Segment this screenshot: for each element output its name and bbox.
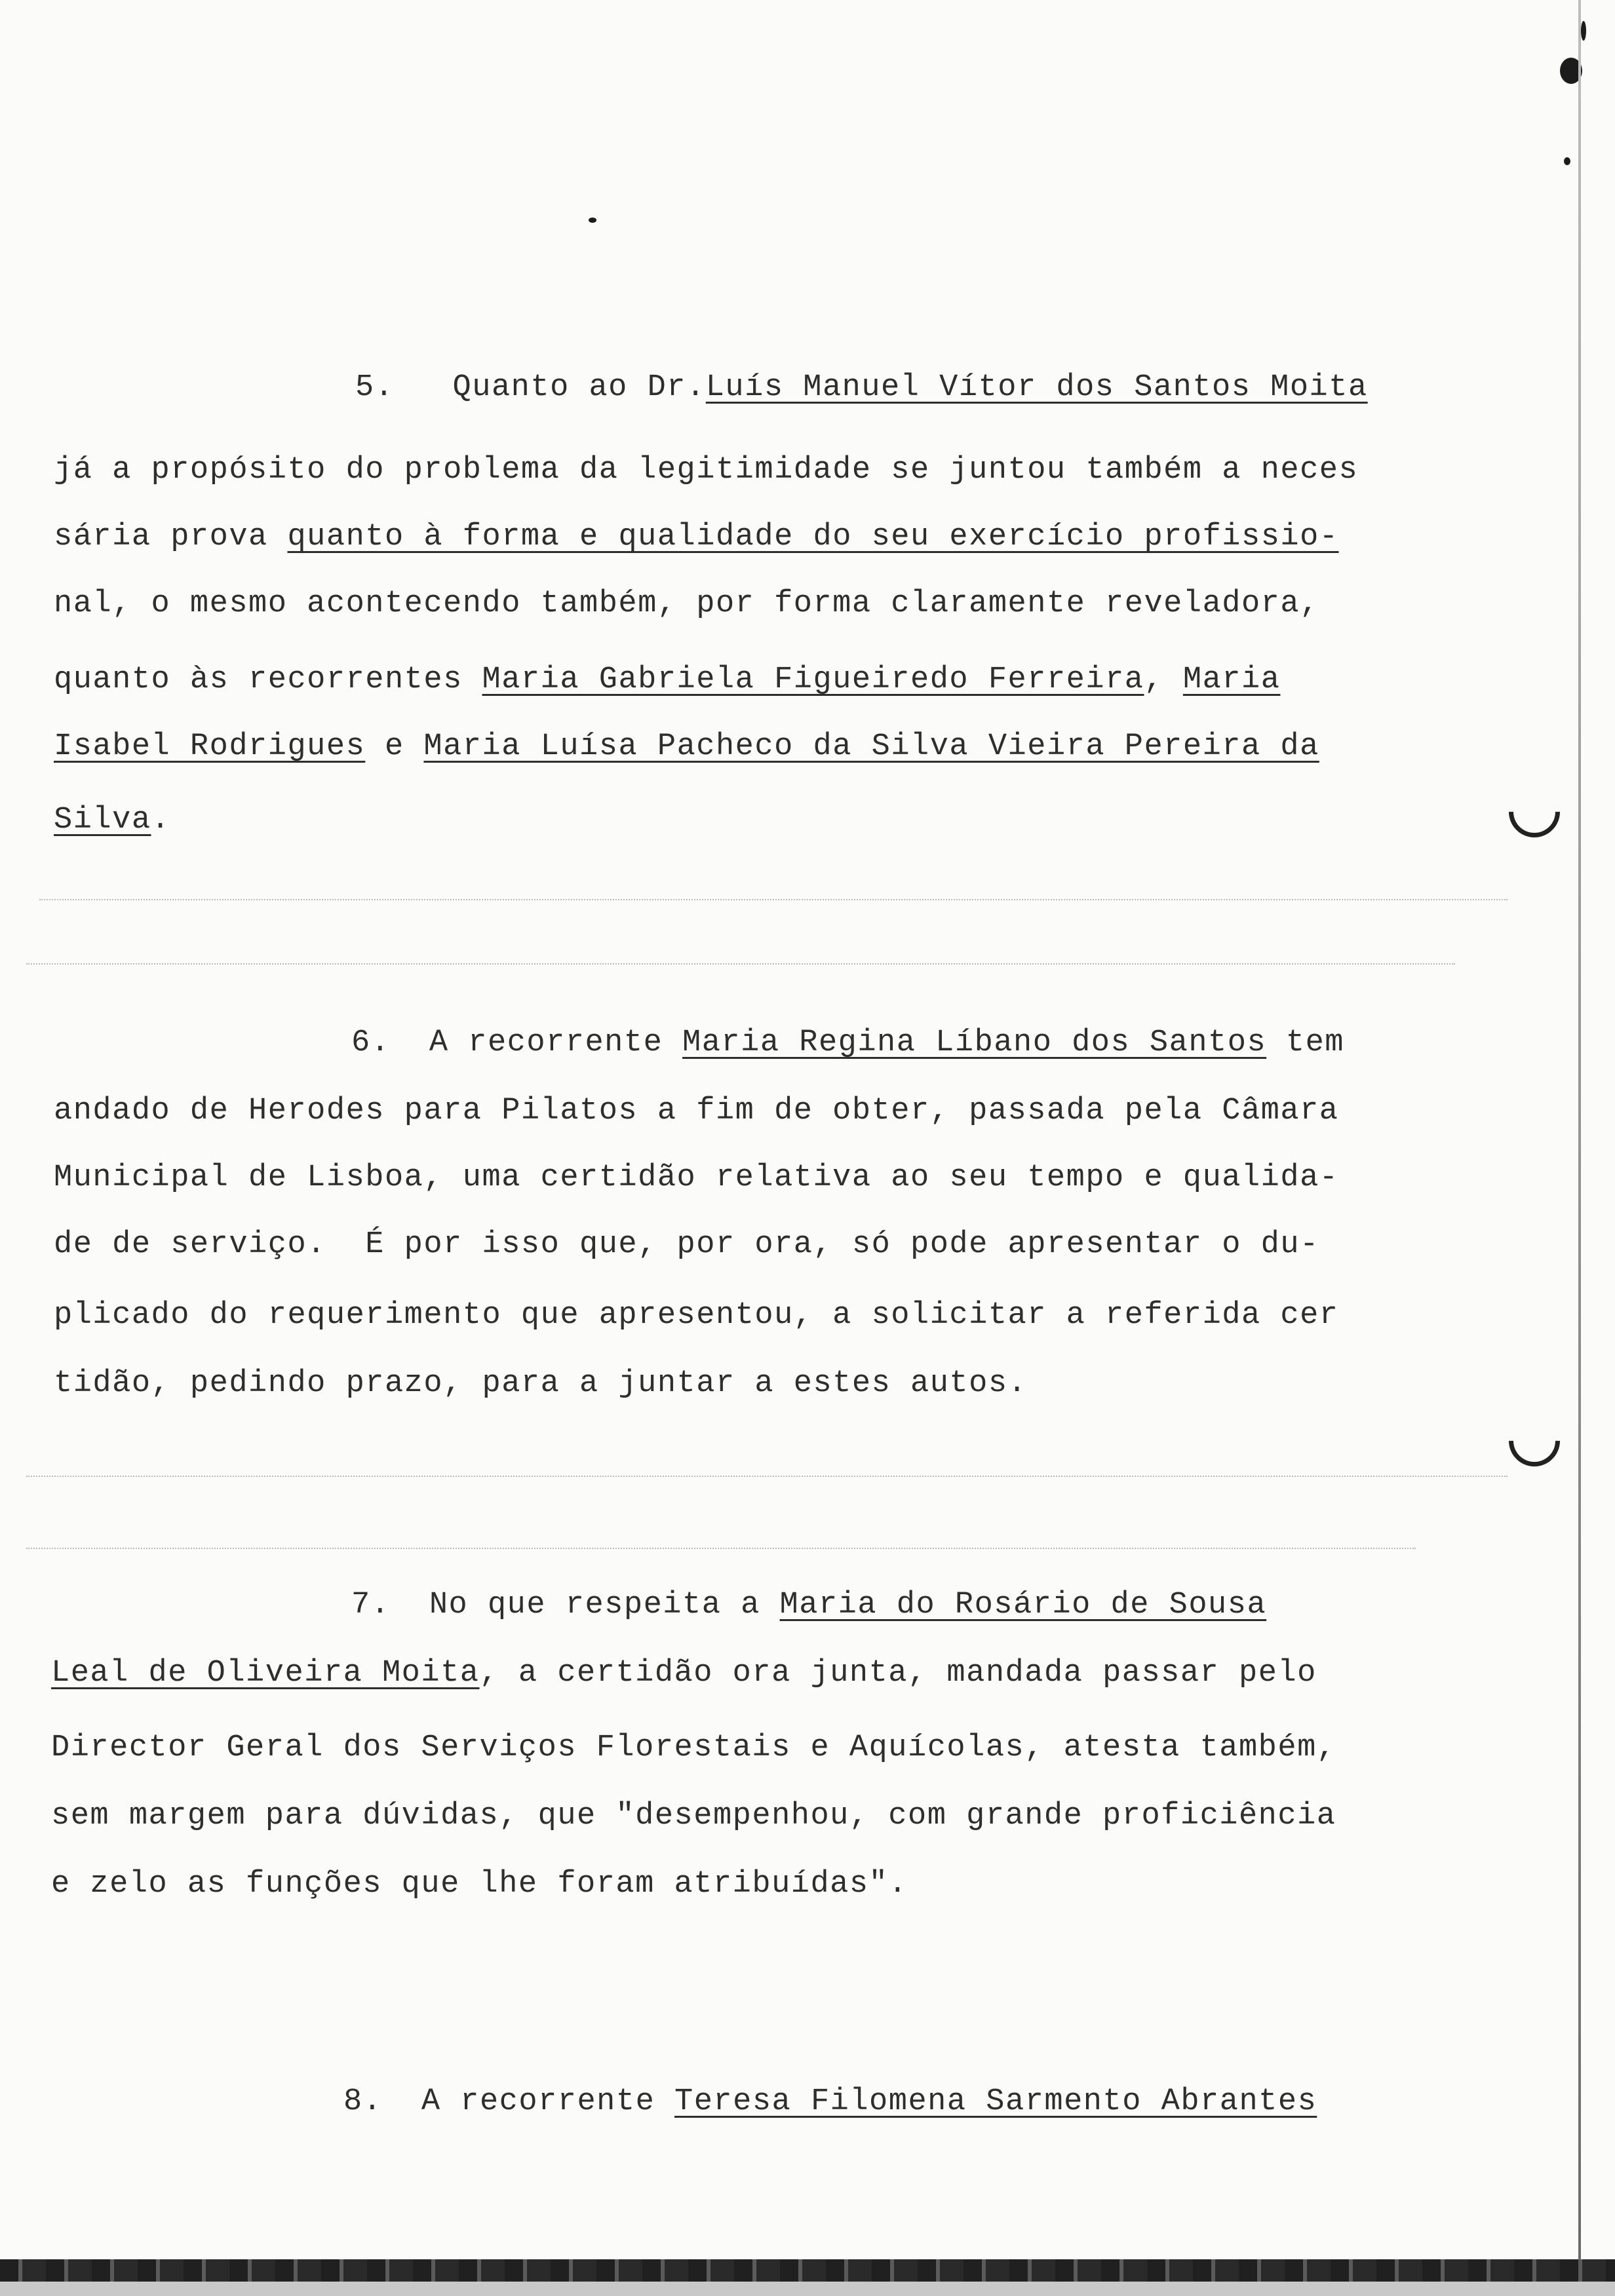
paragraph-7-line-2: Leal de Oliveira Moita, a certidão ora junta, mandada passar pelo [51, 1656, 1317, 1691]
paragraph-6-line-3: Municipal de Lisboa, uma certidão relativa ao seu tempo e qualida- [54, 1160, 1339, 1195]
name-silva: Silva [54, 803, 151, 837]
paragraph-6-line-2: andado de Herodes para Pilatos a fim de obter, passada pela Câmara [54, 1094, 1339, 1128]
punch-hole-mark [1498, 1405, 1570, 1477]
name-maria-do-rosario-de-sousa: Maria do Rosário de Sousa [779, 1588, 1267, 1622]
paragraph-7-number: 7. [351, 1588, 391, 1622]
name-teresa-filomena-sarmento-abrantes: Teresa Filomena Sarmento Abrantes [674, 2084, 1317, 2119]
paragraph-7-line-1: 7. No que respeita a Maria do Rosário de Sousa [351, 1588, 1267, 1622]
faint-bleed-through-line [26, 963, 1455, 965]
name-luis-manuel-vitor-dos-santos-moita: Luís Manuel Vítor dos Santos Moita [705, 370, 1368, 405]
punch-hole-mark [1498, 776, 1570, 848]
paragraph-7-line-5: e zelo as funções que lhe foram atribuídas". [51, 1867, 908, 1902]
paragraph-5-line-5: quanto às recorrentes Maria Gabriela Figueiredo Ferreira, Maria [54, 662, 1281, 697]
name-maria-isabel-part-1: Maria [1182, 662, 1281, 697]
faint-bleed-through-line [26, 1476, 1508, 1477]
scan-bottom-margin [0, 2282, 1615, 2296]
paragraph-7-line-3: Director Geral dos Serviços Florestais e Aquícolas, atesta também, [51, 1731, 1336, 1765]
faint-bleed-through-line [39, 899, 1508, 900]
paragraph-8-number: 8. [343, 2084, 383, 2119]
ink-speck [1581, 21, 1586, 41]
paragraph-6-line-6: tidão, pedindo prazo, para a juntar a estes autos. [54, 1366, 1028, 1401]
paragraph-5-line-7: Silva. [54, 803, 171, 837]
underlined-phrase-forma-qualidade: quanto à forma e qualidade do seu exercício profissio- [287, 520, 1339, 554]
paragraph-5-line-6: Isabel Rodrigues e Maria Luísa Pacheco da Silva Vieira Pereira da [54, 729, 1319, 764]
paragraph-6-line-4: de de serviço. É por isso que, por ora, só pode apresentar o du- [54, 1227, 1319, 1262]
paragraph-8-line-1: 8. A recorrente Teresa Filomena Sarmento Abrantes [343, 2084, 1317, 2119]
paragraph-7-line-4: sem margem para dúvidas, que "desempenhou, com grande proficiência [51, 1799, 1336, 1833]
paragraph-5-line-2: já a propósito do problema da legitimidade se juntou também a neces [54, 453, 1359, 488]
scan-right-edge [1578, 0, 1581, 2296]
scan-bottom-edge [0, 2259, 1615, 2282]
name-maria-luisa-pacheco: Maria Luísa Pacheco da Silva Vieira Pereira da [423, 729, 1319, 764]
name-leal-de-oliveira-moita: Leal de Oliveira Moita [51, 1656, 480, 1691]
paragraph-6-number: 6. [351, 1025, 391, 1060]
paragraph-6-line-1: 6. A recorrente Maria Regina Líbano dos Santos tem [351, 1025, 1344, 1060]
paragraph-5-line-1: 5. Quanto ao Dr.Luís Manuel Vítor dos Santos Moita [355, 370, 1368, 405]
faint-bleed-through-line [26, 1548, 1416, 1549]
paragraph-5-line-3: sária prova quanto à forma e qualidade do seu exercício profissio- [54, 520, 1339, 554]
name-isabel-rodrigues: Isabel Rodrigues [54, 729, 366, 764]
name-maria-gabriela-figueiredo-ferreira: Maria Gabriela Figueiredo Ferreira [482, 662, 1144, 697]
paragraph-5-line-4: nal, o mesmo acontecendo também, por forma claramente reveladora, [54, 586, 1319, 621]
paragraph-5-number: 5. [355, 370, 395, 405]
paragraph-6-line-5: plicado do requerimento que apresentou, a solicitar a referida cer [54, 1298, 1339, 1333]
ink-speck [1564, 157, 1570, 165]
name-maria-regina-libano-dos-santos: Maria Regina Líbano dos Santos [682, 1025, 1267, 1060]
ink-speck [589, 218, 596, 223]
